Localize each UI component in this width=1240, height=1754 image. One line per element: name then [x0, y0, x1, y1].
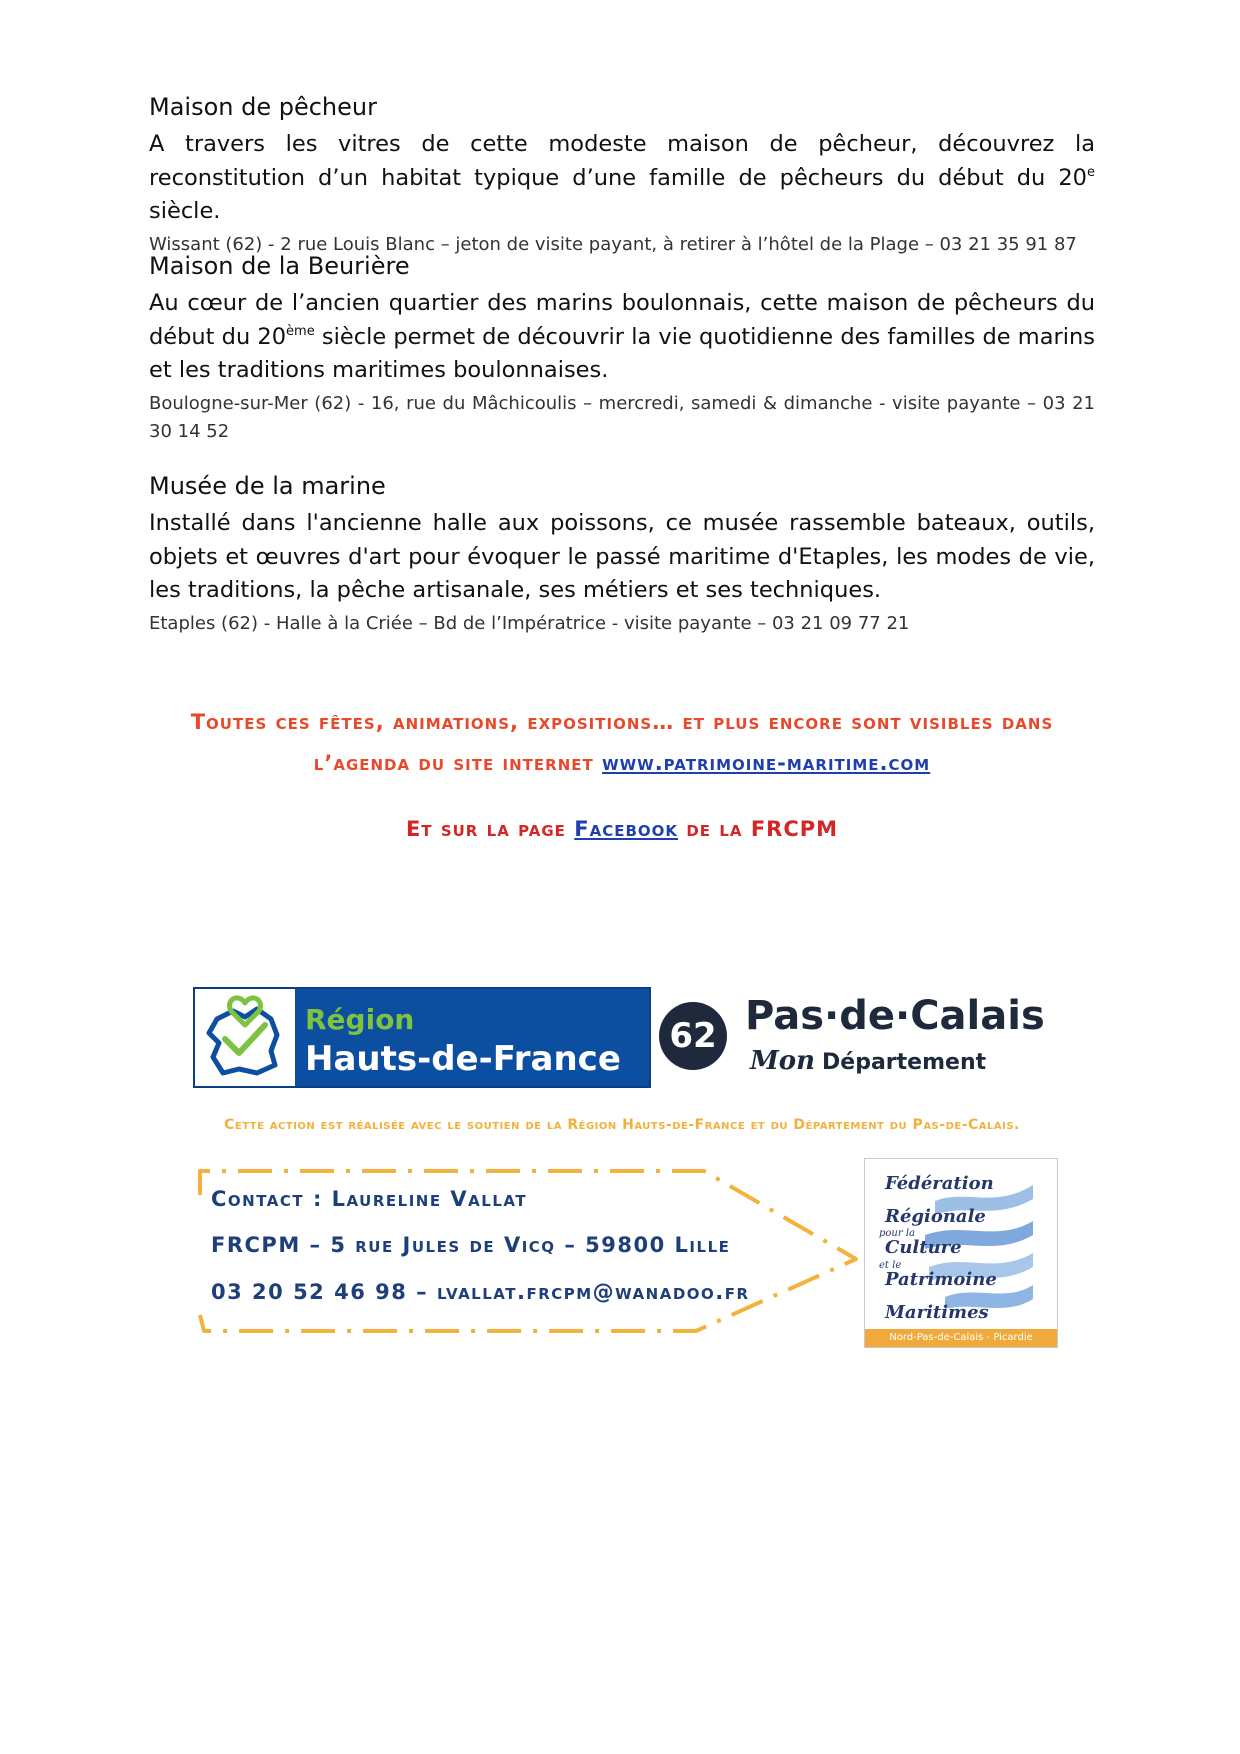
entry-info: Boulogne-sur-Mer (62) - 16, rue du Mâchicoulis – mercredi, samedi & dimanche - visite payante – 03 21 30 14 52 — [149, 392, 1095, 442]
entry-title: Maison de pêcheur — [149, 93, 377, 121]
contact-phone-email: 03 20 52 46 98 – lvallat.frcpm@wanadoo.fr — [211, 1280, 750, 1304]
frcpm-federation: Fédération — [885, 1173, 994, 1194]
notice-text-end: de la FRCPM — [678, 817, 839, 841]
france-map-icon — [195, 989, 295, 1086]
entry-title: Maison de la Beurière — [149, 252, 410, 280]
frcpm-patrimoine: Patrimoine — [885, 1269, 997, 1290]
department-name: Pas·de·Calais — [745, 993, 1045, 1039]
entry-info: Etaples (62) - Halle à la Criée – Bd de l’Impératrice - visite payante – 03 21 09 77 21 — [149, 612, 910, 634]
region-hauts-de-france-logo — [193, 987, 651, 1088]
support-statement: Cette action est réalisée avec le soutien de la Région Hauts-de-France et du Département du Pas-de-Calais. — [224, 1117, 1020, 1133]
frcpm-pour-la: pour la — [879, 1228, 915, 1239]
facebook-link[interactable]: Facebook — [574, 817, 679, 841]
department-number-badge: 62 — [659, 1002, 727, 1070]
superscript: ème — [286, 323, 315, 339]
frcpm-logo — [864, 1158, 1058, 1348]
frcpm-maritimes: Maritimes — [885, 1302, 989, 1323]
notice-text: Toutes ces fêtes, animations, expositions… et plus encore sont visibles dans l’agenda du site internet — [190, 710, 1054, 775]
frcpm-et-le: et le — [879, 1260, 902, 1271]
entry-maison-pecheur — [149, 91, 1095, 259]
description-text: Au cœur de l’ancien quartier des marins boulonnais, cette maison de pêcheurs du début du 20 — [149, 290, 1095, 350]
description-text-end: siècle permet de découvrir la vie quotidienne des familles de marins et les traditions maritimes boulonnaises. — [149, 323, 1095, 383]
agenda-notice — [149, 702, 1095, 784]
contact-address: FRCPM – 5 rue Jules de Vicq – 59800 Lille — [211, 1233, 731, 1257]
description-text: A travers les vitres de cette modeste maison de pêcheur, découvrez la reconstitution d’un habitat typique d’une famille de pêcheurs du début du 20 — [149, 131, 1095, 191]
frcpm-regionale: Régionale — [885, 1206, 986, 1227]
superscript: e — [1087, 164, 1095, 180]
department-tagline — [750, 1046, 986, 1076]
entry-title: Musée de la marine — [149, 472, 386, 500]
notice-text: Et sur la page — [405, 817, 575, 841]
contact-name: Contact : Laureline Vallat — [211, 1187, 528, 1211]
frcpm-culture: Culture — [885, 1237, 962, 1258]
entry-description — [149, 287, 1095, 388]
entry-description — [149, 128, 1095, 229]
mon-label: Mon — [750, 1046, 816, 1076]
description-text-end: siècle. — [149, 198, 221, 224]
entry-maison-beuriere — [149, 250, 1095, 446]
departement-label: Département — [822, 1050, 987, 1075]
region-label: Région — [305, 1003, 415, 1036]
region-name: Hauts-de-France — [305, 1039, 621, 1079]
entry-description: Installé dans l'ancienne halle aux poissons, ce musée rassemble bateaux, outils, objets et œuvres d'art pour évoquer le passé maritime d'Etaples, les modes de vie, les traditions, la pêche artisanale, ses métiers et ses techniques. — [149, 510, 1095, 603]
entry-info: Wissant (62) - 2 rue Louis Blanc – jeton de visite payant, à retirer à l’hôtel de la Plage – 03 21 35 91 87 — [149, 233, 1077, 255]
entry-musee-marine — [149, 470, 1095, 638]
facebook-notice — [149, 817, 1095, 841]
frcpm-region-footer: Nord-Pas-de-Calais - Picardie — [865, 1329, 1057, 1347]
website-link[interactable]: www.patrimoine-maritime.com — [602, 751, 931, 775]
